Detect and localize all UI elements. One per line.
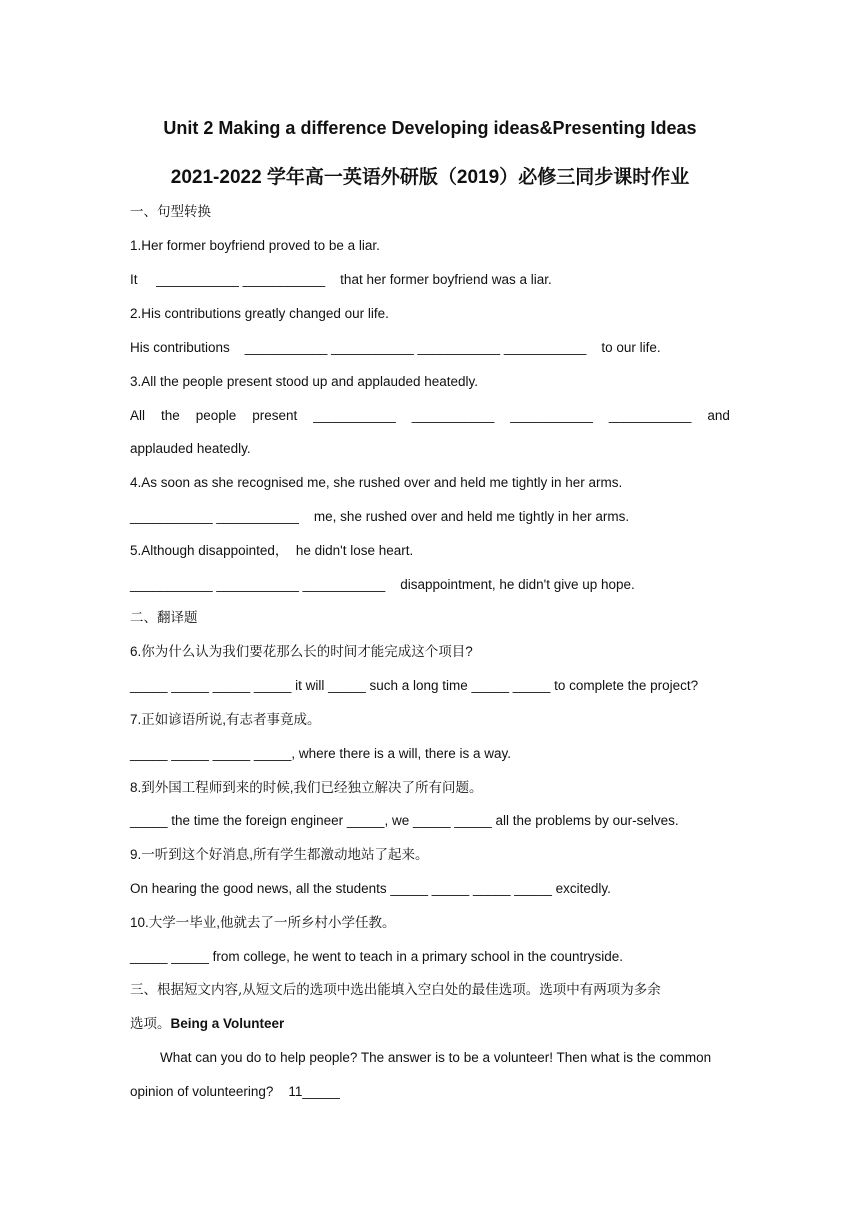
q3-blank: ___________ [510,408,593,423]
question-1-blank: It ___________ ___________ that her former boyfriend was a liar. [130,272,552,287]
q3-word: present [252,408,298,423]
question-9-blank: On hearing the good news, all the students _____ _____ _____ _____ excitedly. [130,881,611,896]
passage-title: Being a Volunteer [170,1016,285,1031]
q3-blank: ___________ [313,408,396,423]
q3-word: the [160,408,180,423]
document-title: Unit 2 Making a difference Developing ideas&Presenting Ideas [163,118,697,138]
section-heading-3-cont [130,1015,730,1033]
q3-word: All [130,408,146,423]
section-heading-3: 三、根据短文内容,从短文后的选项中选出能填入空白处的最佳选项。选项中有两项为多余 [130,982,661,998]
q3-blank: ___________ [411,408,495,423]
question-3: 3.All the people present stood up and applauded heatedly. [130,374,479,389]
question-6-blank: _____ _____ _____ _____ it will _____ such a long time _____ _____ to complete the project? [130,678,699,693]
document-subtitle: 2021-2022 学年高一英语外研版（2019）必修三同步课时作业 [170,167,690,188]
question-3-blank-cont: applauded heatedly. [130,441,251,456]
question-2: 2.His contributions greatly changed our life. [130,306,389,321]
question-6: 6.你为什么认为我们要花那么长的时间才能完成这个项目? [130,644,473,659]
question-10-blank: _____ _____ from college, he went to teach in a primary school in the countryside. [130,949,624,964]
q3-word: and [707,408,730,423]
section-heading-1: 一、句型转换 [130,204,211,220]
question-4-blank: ___________ ___________ me, she rushed over and held me tightly in her arms. [130,509,630,524]
question-8-blank: _____ the time the foreign engineer _____, we _____ _____ all the problems by our-selves. [130,813,679,828]
question-2-blank: His contributions ___________ ___________ ___________ ___________ to our life. [130,340,661,355]
question-5: 5.Although disappointed， he didn't lose heart. [130,543,414,558]
question-9: 9.一听到这个好消息,所有学生都激动地站了起来。 [130,847,429,862]
q3-word: people [195,408,237,423]
section-heading-3-tail: 选项。 [130,1016,171,1032]
passage-paragraph-1: What can you do to help people? The answer is to be a volunteer! Then what is the common [160,1050,712,1065]
question-5-blank: ___________ ___________ ___________ disappointment, he didn't give up hope. [130,577,635,592]
question-10: 10.大学一毕业,他就去了一所乡村小学任教。 [130,915,396,930]
question-7-blank: _____ _____ _____ _____, where there is a will, there is a way. [130,746,511,761]
section-heading-2: 二、翻译题 [130,610,198,626]
question-3-blank [130,407,730,425]
question-8: 8.到外国工程师到来的时候,我们已经独立解决了所有问题。 [130,780,483,795]
question-4: 4.As soon as she recognised me, she rushed over and held me tightly in her arms. [130,475,623,490]
question-7: 7.正如谚语所说,有志者事竟成。 [130,712,321,727]
q3-blank: ___________ [608,408,692,423]
passage-paragraph-1-cont: opinion of volunteering? 11_____ [130,1084,340,1099]
question-1: 1.Her former boyfriend proved to be a liar. [130,238,380,253]
